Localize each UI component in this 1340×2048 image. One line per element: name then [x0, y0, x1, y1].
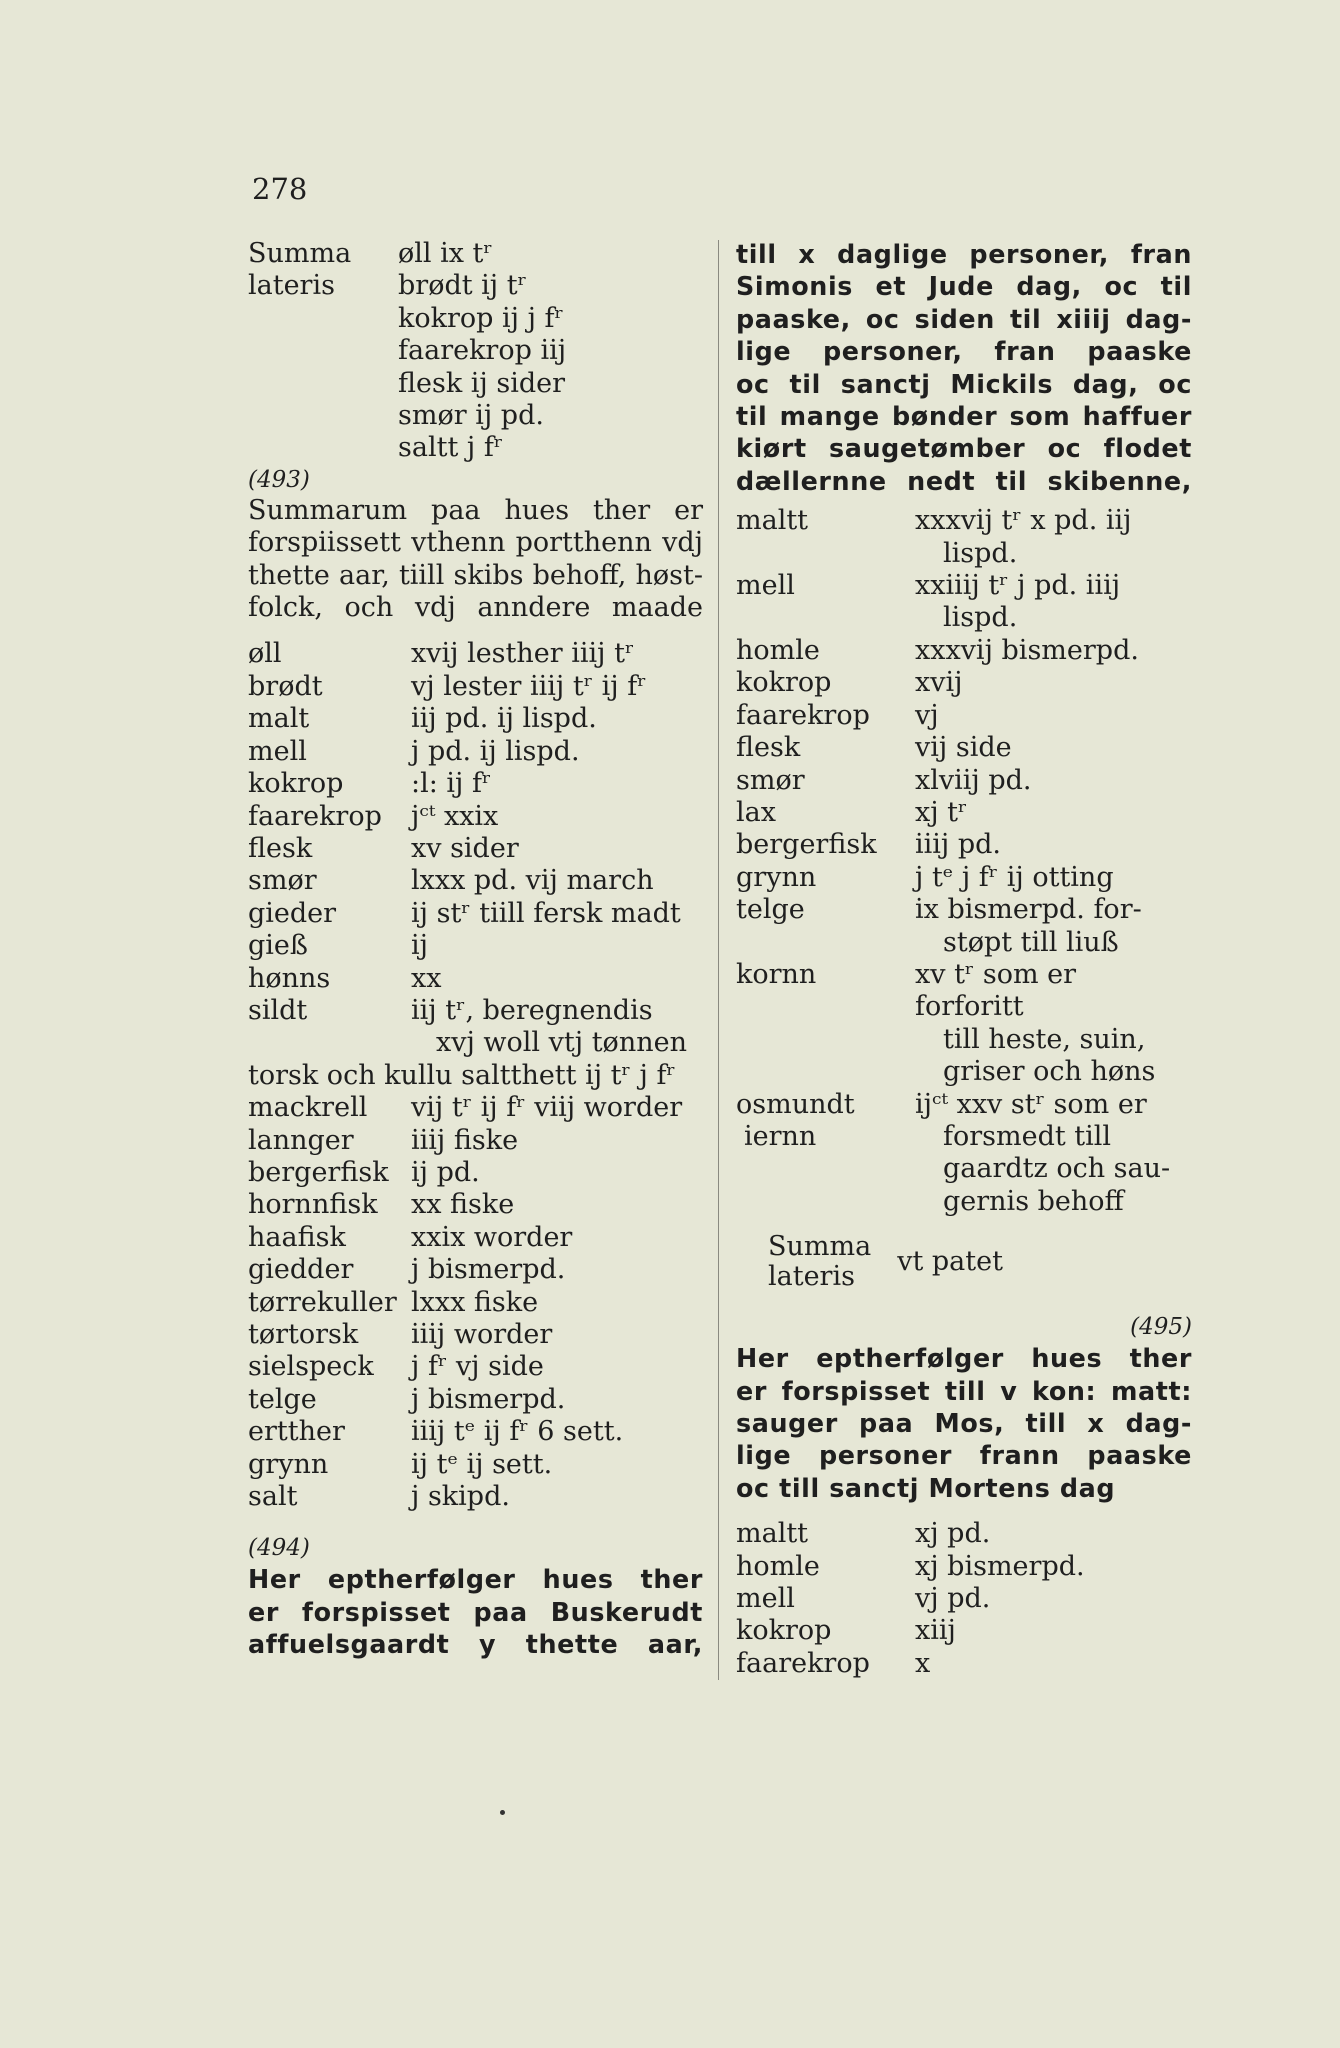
list-item: lannger iiij fiske	[248, 1124, 519, 1156]
list-item: faarekrop jᶜᵗ xxix	[248, 800, 499, 832]
lateris-label: lateris	[768, 1261, 855, 1293]
list-item: lax xj tʳ	[736, 796, 968, 828]
summa-line: flesk ij sider	[398, 367, 566, 399]
list-item: maltt xj pd.	[736, 1518, 991, 1550]
list-item-continuation: xvj woll vtj tønnen	[436, 1027, 687, 1059]
list-item: øll xvij lesther iiij tʳ	[248, 638, 635, 670]
list-item: osmundt iernn ijᶜᵗ xxv stʳ som er forsmedt till gaardtz och sau- gernis behoff	[736, 1088, 1171, 1217]
summa-line: saltt j fʳ	[398, 432, 504, 464]
entry-494-items	[736, 505, 1192, 1218]
list-item: gieder ij stʳ tiill fersk madt	[248, 897, 681, 929]
list-item: salt j skipd.	[248, 1481, 510, 1513]
list-item: brødt vj lester iiij tʳ ij fʳ	[248, 670, 647, 702]
list-item: gieß ij	[248, 930, 429, 962]
list-item: faarekrop x	[736, 1647, 931, 1679]
list-item: telge ix bismerpd. for- støpt till liuß	[736, 894, 1142, 958]
list-item: tørrekuller lxxx fiske	[248, 1286, 539, 1318]
list-item: homle xj bismerpd.	[736, 1550, 1085, 1582]
list-item: haafisk xxix worder	[248, 1221, 573, 1253]
list-item: smør xlviij pd.	[736, 764, 1032, 796]
list-item: sielspeck j fʳ vj side	[248, 1351, 544, 1383]
entry-494-heading-continued: till x daglige personer, fran Simonis et Jude dag, oc til paaske, oc siden til xiiij dag- lige personer, fran paaske oc til sanctj Mickils dag, oc til mange bønder som haffuer kiørt saugetømber oc flodet dællernne nedt til skibenne,	[736, 239, 1192, 496]
summa-line: faarekrop iij	[398, 335, 567, 367]
entry-494-heading: Her eptherfølger hues ther er forspisset paa Buskerudt affuelsgaardt y thette aar,	[248, 1564, 703, 1660]
entry-ref-493: (493)	[248, 466, 310, 493]
list-item: torsk och kullu saltthett ij tʳ j fʳ	[248, 1059, 676, 1091]
left-column	[248, 238, 703, 1661]
list-item: mell vj pd.	[736, 1583, 991, 1615]
list-item: maltt xxxvij tʳ x pd. iij lispd.	[736, 505, 1132, 569]
list-item: kokrop :l: ij fʳ	[248, 768, 492, 800]
summa-label: Summa	[768, 1231, 872, 1263]
entry-ref-494: (494)	[248, 1535, 310, 1562]
summa-lateris-block	[248, 238, 703, 465]
list-item: flesk xv sider	[248, 832, 519, 864]
list-item: grynn j tᵉ j fʳ ij otting	[736, 861, 1114, 893]
ink-dot	[500, 1810, 505, 1815]
lateris-label: lateris	[248, 270, 335, 302]
list-item: mell j pd. ij lispd.	[248, 735, 580, 767]
entry-495-items	[736, 1518, 1192, 1680]
list-item: hønns xx	[248, 962, 442, 994]
list-item: giedder j bismerpd.	[248, 1254, 566, 1286]
right-column	[736, 238, 1192, 1680]
list-item: tørtorsk iiij worder	[248, 1319, 553, 1350]
list-item: faarekrop vj	[736, 699, 939, 731]
list-item: mackrell vij tʳ ij fʳ viij worder	[248, 1092, 683, 1124]
list-item: bergerfisk iiij pd.	[736, 829, 1002, 861]
list-item: sildt iij tʳ, beregnendis	[248, 994, 653, 1026]
entry-ref-495: (495)	[1130, 1314, 1192, 1341]
list-item: grynn ij tᵉ ij sett.	[248, 1448, 553, 1480]
list-item: kokrop xvij	[736, 667, 963, 699]
list-item: telge j bismerpd.	[248, 1383, 566, 1415]
list-item: kokrop xiij	[736, 1615, 956, 1647]
list-item: flesk vij side	[736, 732, 1012, 764]
summa-label: Summa	[248, 238, 352, 269]
summa-value: vt patet	[897, 1246, 1003, 1278]
list-item: kornn xv tʳ som er forforitt till heste, suin, griser och høns	[736, 958, 1156, 1088]
summa-line: kokrop ij j fʳ	[398, 302, 564, 334]
column-divider	[718, 240, 719, 1680]
list-item: ertther iiij tᵉ ij fʳ 6 sett.	[248, 1416, 624, 1448]
list-item: malt iij pd. ij lispd.	[248, 703, 597, 735]
summa-line: øll ix tʳ	[398, 238, 493, 269]
page-number: 278	[252, 172, 308, 206]
list-item: smør lxxx pd. vij march	[248, 865, 654, 897]
list-item: mell xxiiij tʳ j pd. iiij lispd.	[736, 570, 1121, 634]
list-item: hornnfisk xx fiske	[248, 1189, 515, 1221]
summa-line: smør ij pd.	[398, 400, 544, 432]
entry-493-intro: Summarum paa hues ther er forspiissett vthenn portthenn vdj thette aar, tiill skibs behoff, høst- folck, och vdj anndere maade	[248, 494, 703, 624]
list-item: bergerfisk ij pd.	[248, 1156, 480, 1188]
summa-lateris-block	[768, 1232, 1192, 1292]
entry-493-items	[248, 638, 703, 1513]
list-item: homle xxxvij bismerpd.	[736, 634, 1139, 666]
entry-495-heading: Her eptherfølger hues ther er forspisset till v kon: matt: sauger paa Mos, till x dag- lige personer frann paaske oc till sanctj Mortens dag	[736, 1343, 1192, 1503]
summa-line: brødt ij tʳ	[398, 270, 527, 302]
